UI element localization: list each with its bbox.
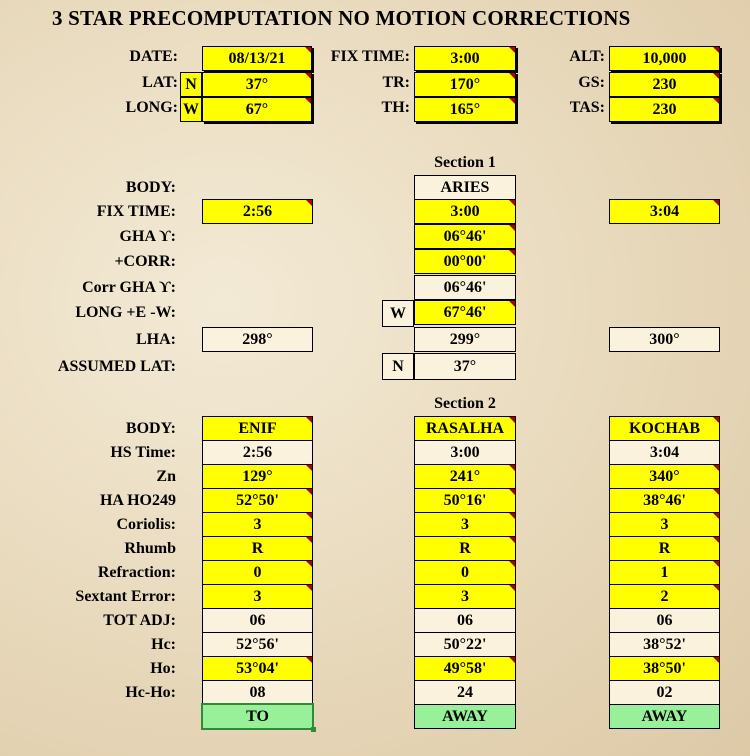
th-input[interactable]: 165° [414,97,516,122]
star-1-direction[interactable]: TO [202,704,313,729]
long-input[interactable]: 67° [202,97,312,122]
th-label: TH: [381,99,410,116]
star-3-coriolis[interactable]: 3 [609,512,720,537]
star-1-coriolis[interactable]: 3 [202,512,313,537]
star-1-body[interactable]: ENIF [202,416,313,441]
star-3-tot-adj: 06 [609,608,720,633]
star-2-hs-time: 3:00 [414,440,516,465]
date-label: DATE: [129,48,178,65]
gs-input[interactable]: 230 [609,72,720,97]
s1-body-label: BODY: [125,179,176,196]
s1-fix-time-2[interactable]: 3:00 [414,199,516,224]
s1-gha-label: GHA ϒ: [119,228,176,245]
star-1-hs-time: 2:56 [202,440,313,465]
s1-lha-3: 300° [609,327,720,352]
alt-label: ALT: [569,48,605,65]
s2-ha-label: HA HO249 [99,492,176,509]
star-1-zn[interactable]: 129° [202,464,313,489]
star-2-hc-ho: 24 [414,680,516,705]
star-3-hc-ho: 02 [609,680,720,705]
star-2-direction: AWAY [414,704,516,729]
star-1-ha[interactable]: 52°50' [202,488,313,513]
s2-refraction-label: Refraction: [97,564,176,581]
star-2-hc: 50°22' [414,632,516,657]
section-2-heading: Section 2 [434,395,496,412]
star-2-sextant[interactable]: 3 [414,584,516,609]
s1-assumed-lat-value: 37° [414,353,516,380]
star-3-ho[interactable]: 38°50' [609,656,720,681]
star-2-coriolis[interactable]: 3 [414,512,516,537]
lat-label: LAT: [142,74,178,91]
s1-corr-gha-label: Corr GHA ϒ: [82,279,176,296]
s1-corr-gha-value: 06°46' [414,275,516,300]
s1-long-hemisphere: W [382,300,414,327]
long-hemisphere[interactable]: W [180,97,202,122]
star-2-ho[interactable]: 49°58' [414,656,516,681]
star-3-refraction[interactable]: 1 [609,560,720,585]
star-3-hc: 38°52' [609,632,720,657]
s1-fix-time-label: FIX TIME: [96,203,176,220]
s2-body-label: BODY: [125,420,176,437]
star-1-refraction[interactable]: 0 [202,560,313,585]
star-2-rhumb[interactable]: R [414,536,516,561]
tr-label: TR: [382,74,410,91]
star-1-sextant[interactable]: 3 [202,584,313,609]
s1-gha-input[interactable]: 06°46' [414,224,516,249]
s2-coriolis-label: Coriolis: [116,516,176,533]
star-1-hc-ho: 08 [202,680,313,705]
star-3-body[interactable]: KOCHAB [609,416,720,441]
tas-input[interactable]: 230 [609,97,720,122]
s1-corr-input[interactable]: 00°00' [414,249,516,274]
s1-lha-2: 299° [414,327,516,352]
star-3-hs-time: 3:04 [609,440,720,465]
s1-lha-label: LHA: [136,331,176,348]
star-2-zn[interactable]: 241° [414,464,516,489]
star-2-tot-adj: 06 [414,608,516,633]
tr-input[interactable]: 170° [414,72,516,97]
star-2-ha[interactable]: 50°16' [414,488,516,513]
alt-input[interactable]: 10,000 [609,46,720,71]
star-3-ha[interactable]: 38°46' [609,488,720,513]
s2-hs-time-label: HS Time: [110,444,176,461]
s1-long-label: LONG +E -W: [75,304,176,321]
star-3-direction: AWAY [609,704,720,729]
s1-fix-time-3[interactable]: 3:04 [609,199,720,224]
s2-hc-ho-label: Hc-Ho: [125,684,176,701]
lat-input[interactable]: 37° [202,72,312,97]
s1-fix-time-1[interactable]: 2:56 [202,199,313,224]
page-title: 3 STAR PRECOMPUTATION NO MOTION CORRECTIONS [52,6,631,30]
fix-time-label: FIX TIME: [330,48,410,65]
s1-lat-hemisphere: N [382,353,414,380]
fix-time-input[interactable]: 3:00 [414,46,516,71]
star-2-refraction[interactable]: 0 [414,560,516,585]
tas-label: TAS: [569,99,605,116]
lat-hemisphere[interactable]: N [180,72,202,97]
s2-rhumb-label: Rhumb [124,540,176,557]
s1-lha-1: 298° [202,327,313,352]
star-1-ho[interactable]: 53°04' [202,656,313,681]
s2-tot-adj-label: TOT ADJ: [103,612,176,629]
long-label: LONG: [125,99,178,116]
s2-hc-label: Hc: [151,636,176,653]
s1-corr-label: +CORR: [114,253,176,270]
star-3-rhumb[interactable]: R [609,536,720,561]
s1-long-input[interactable]: 67°46' [414,300,516,325]
star-1-tot-adj: 06 [202,608,313,633]
date-input[interactable]: 08/13/21 [202,46,312,71]
s2-sextant-label: Sextant Error: [75,588,176,605]
s2-ho-label: Ho: [150,660,176,677]
gs-label: GS: [578,74,605,91]
section-1-heading: Section 1 [434,154,496,171]
star-2-body[interactable]: RASALHA [414,416,516,441]
star-3-sextant[interactable]: 2 [609,584,720,609]
s1-body-aries: ARIES [414,175,516,200]
star-1-rhumb[interactable]: R [202,536,313,561]
star-1-hc: 52°56' [202,632,313,657]
s2-zn-label: Zn [156,468,176,485]
star-3-zn[interactable]: 340° [609,464,720,489]
s1-assumed-lat-label: ASSUMED LAT: [57,358,176,375]
